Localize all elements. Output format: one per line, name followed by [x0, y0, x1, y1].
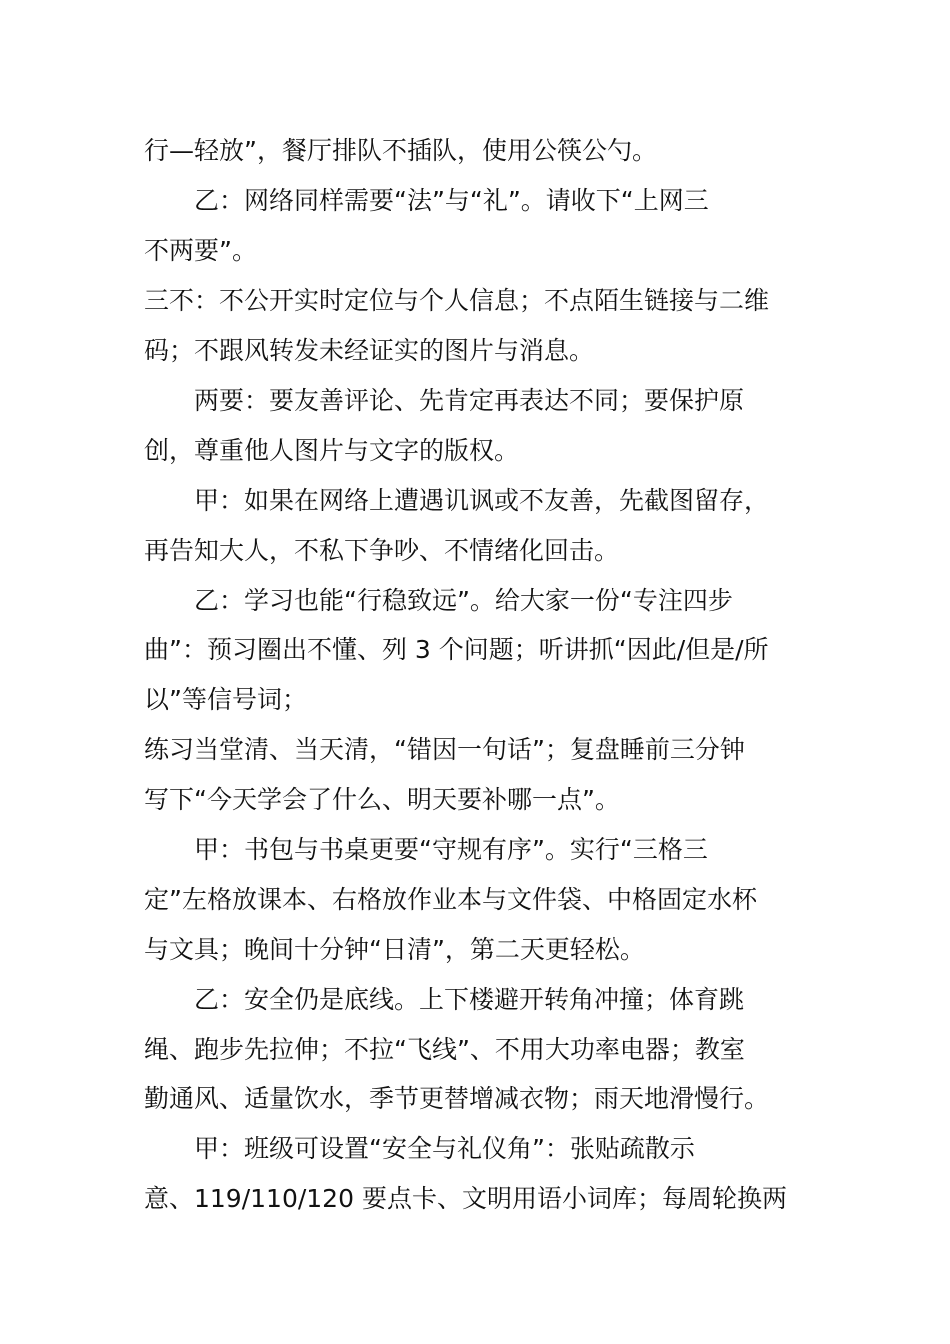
- text-line: 乙：网络同样需要“法”与“礼”。请收下“上网三: [194, 186, 709, 215]
- text-line: 意、119/110/120 要点卡、文明用语小词库；每周轮换两: [144, 1184, 787, 1213]
- text-line: 三不：不公开实时定位与个人信息；不点陌生链接与二维: [144, 286, 770, 315]
- text-line: 再告知大人，不私下争吵、不情绪化回击。: [144, 536, 620, 565]
- text-line: 不两要”。: [144, 236, 257, 265]
- text-line: 与文具；晚间十分钟“日清”，第二天更轻松。: [144, 935, 645, 964]
- text-line: 甲：如果在网络上遭遇讥讽或不友善，先截图留存，: [194, 486, 770, 515]
- text-line: 创，尊重他人图片与文字的版权。: [144, 436, 520, 465]
- text-line: 绳、跑步先拉伸；不拉“飞线”、不用大功率电器；教室: [144, 1035, 745, 1064]
- text-line: 写下“今天学会了什么、明天要补哪一点”。: [144, 785, 620, 814]
- text-line: 行—轻放”，餐厅排队不插队，使用公筷公勺。: [144, 136, 657, 165]
- text-line: 乙：安全仍是底线。上下楼避开转角冲撞；体育跳: [194, 985, 745, 1014]
- text-line: 两要：要友善评论、先肯定再表达不同；要保护原: [194, 386, 745, 415]
- text-line: 曲”：预习圈出不懂、列 3 个问题；听讲抓“因此/但是/所: [144, 635, 769, 664]
- text-line: 甲：书包与书桌更要“守规有序”。实行“三格三: [194, 835, 708, 864]
- text-line: 以”等信号词；: [144, 685, 307, 714]
- text-line: 码；不跟风转发未经证实的图片与消息。: [144, 336, 595, 365]
- text-line: 定”左格放课本、右格放作业本与文件袋、中格固定水杯: [144, 885, 757, 914]
- text-line: 练习当堂清、当天清，“错因一句话”；复盘睡前三分钟: [144, 735, 745, 764]
- text-line: 勤通风、适量饮水，季节更替增减衣物；雨天地滑慢行。: [144, 1084, 770, 1113]
- text-line: 乙：学习也能“行稳致远”。给大家一份“专注四步: [194, 586, 733, 615]
- text-line: 甲：班级可设置“安全与礼仪角”：张贴疏散示: [194, 1134, 695, 1163]
